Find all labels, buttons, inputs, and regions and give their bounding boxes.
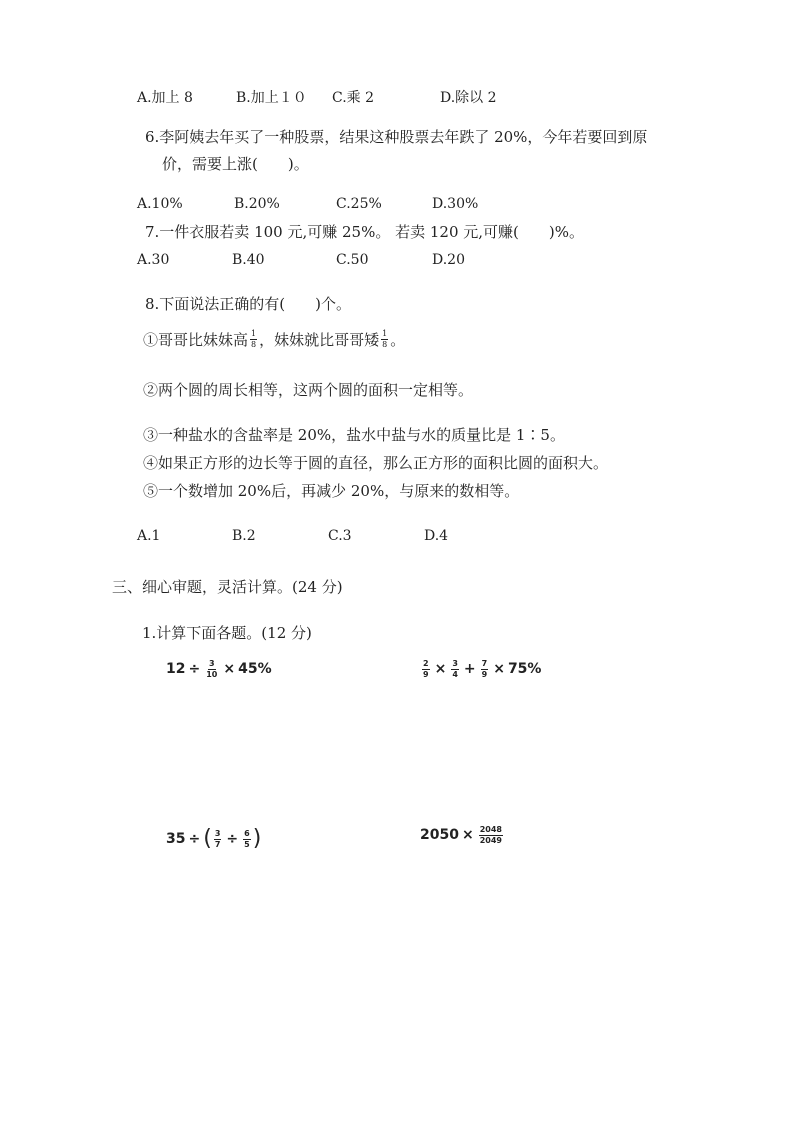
divide-sign: ÷ [188,661,201,678]
q5-option-c: C.乘 2 [332,90,375,106]
q8-text: 8.下面说法正确的有( )个。 [145,295,352,313]
right-parenthesis: ) [252,826,262,851]
q7-option-c: C.50 [336,252,369,268]
calc-expression-2 [420,660,541,679]
q7-text: 7.一件衣服若卖 100 元,可赚 25%。 若卖 120 元,可赚( )%。 [145,223,585,241]
fraction-denominator: 10 [206,670,218,679]
section3-subtitle: 1.计算下面各题。(12 分) [142,624,312,642]
multiply-sign: × [461,827,474,844]
number: 35 [166,830,186,847]
q7-option-b: B.40 [232,252,265,268]
multiply-sign: × [223,661,236,678]
q8-statement-1-part-c: 。 [390,330,406,349]
q8-statement-1 [143,330,405,349]
fraction-numerator: 6 [244,828,250,838]
divide-sign: ÷ [226,830,239,847]
q8-option-a: A.1 [137,528,161,544]
q6-option-b: B.20% [234,196,280,212]
number: 45% [238,661,272,678]
number: 75% [507,661,542,678]
q8-statement-2: ②两个圆的周长相等，这两个圆的面积一定相等。 [143,381,474,399]
plus-sign: + [463,661,476,678]
divide-sign: ÷ [188,830,201,847]
q8-statement-5: ⑤一个数增加 20%后，再减少 20%，与原来的数相等。 [143,482,520,500]
calc-expression-4 [420,826,505,845]
number: 12 [166,661,186,678]
fraction-denominator: 7 [214,839,221,849]
fraction [214,830,222,849]
fraction [451,660,459,679]
q7-option-a: A.30 [137,252,170,268]
fraction [205,660,218,679]
multiply-sign: × [434,661,447,678]
q6-option-c: C.25% [336,196,382,212]
q8-statement-1-part-a: ①哥哥比妹妹高 [143,330,249,349]
q6-option-a: A.10% [137,196,183,212]
q6-text-line2: 价，需要上涨( )。 [162,155,309,173]
q5-option-b: B.加上１０ [236,90,307,106]
fraction-numerator: 3 [209,659,215,668]
fraction-denominator: 8 [382,340,388,349]
fraction-denominator: 2049 [479,836,502,845]
q8-statement-4: ④如果正方形的边长等于圆的直径，那么正方形的面积比圆的面积大。 [143,454,609,472]
fraction-numerator: 2 [423,659,429,668]
fraction [381,330,388,349]
q8-option-d: D.4 [424,528,449,544]
fraction-numerator: 1 [251,329,257,338]
q8-option-b: B.2 [232,528,256,544]
fraction-denominator: 4 [452,670,458,679]
fraction [243,830,251,849]
fraction-denominator: 9 [423,670,429,679]
fraction-numerator: 2048 [479,825,502,834]
number: 2050 [420,827,459,844]
q8-statement-1-part-b: ，妹妹就比哥哥矮 [259,330,380,349]
fraction [479,826,503,845]
q7-option-d: D.20 [432,252,465,268]
q6-text-line1: 6.李阿姨去年买了一种股票，结果这种股票去年跌了 20%，今年若要回到原 [145,128,648,146]
fraction-denominator: 9 [481,670,488,679]
fraction [422,660,430,679]
q5-option-d: D.除以 2 [440,90,497,106]
fraction-numerator: 1 [382,329,388,338]
fraction-numerator: 3 [452,659,458,668]
fraction [250,330,257,349]
q8-statement-3: ③一种盐水的含盐率是 20%，盐水中盐与水的质量比是 1∶5。 [143,426,565,444]
section3-title: 三、细心审题，灵活计算。(24 分) [112,578,343,596]
left-parenthesis: ( [203,826,212,851]
multiply-sign: × [493,661,505,678]
calc-expression-3 [166,828,261,850]
fraction-denominator: 5 [244,839,250,849]
q6-option-d: D.30% [432,196,479,212]
fraction-denominator: 8 [251,340,257,349]
fraction [481,660,489,679]
fraction-numerator: 3 [214,828,221,838]
q8-option-c: C.3 [328,528,352,544]
calc-expression-1 [166,660,272,679]
fraction-numerator: 7 [481,659,488,668]
q5-option-a: A.加上 8 [137,90,193,106]
